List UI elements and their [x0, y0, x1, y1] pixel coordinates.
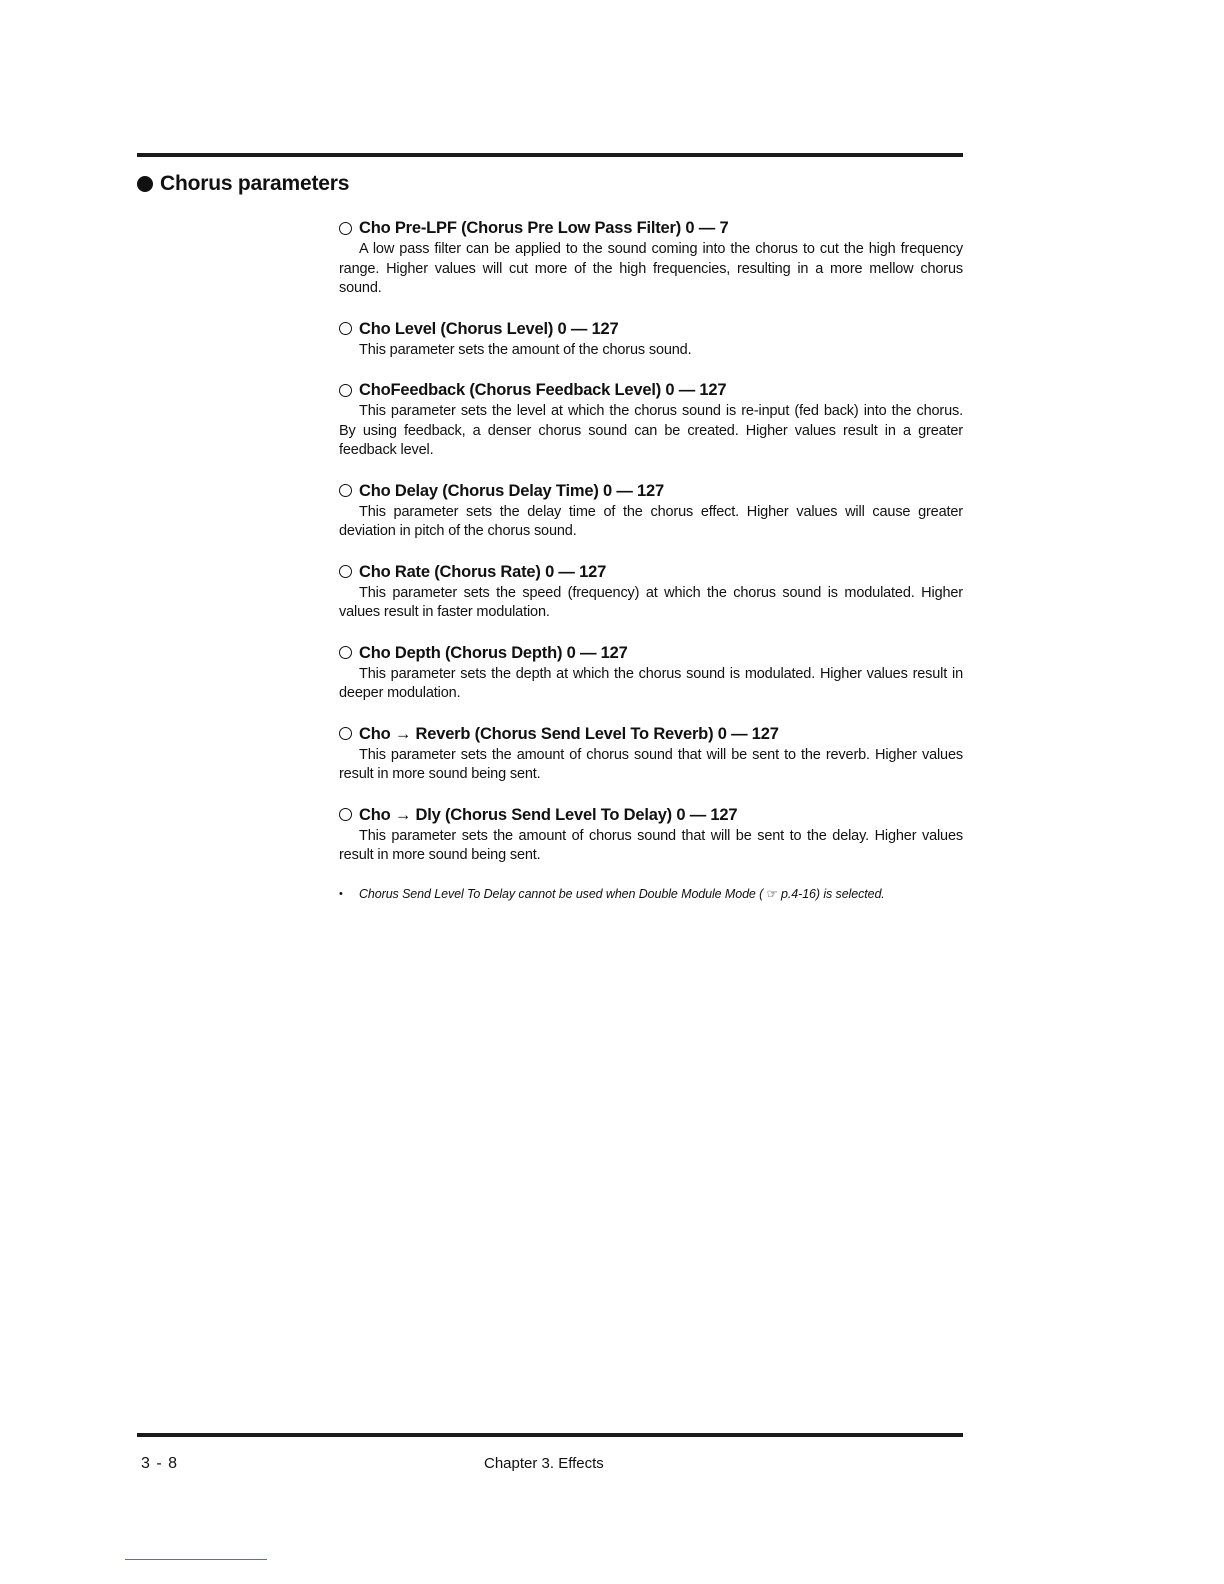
param-description: This parameter sets the amount of chorus sound that will be sent to the reverb. Higher values result in more sound being sent.	[339, 746, 963, 782]
param-item	[339, 217, 963, 299]
param-description: This parameter sets the delay time of the chorus effect. Higher values will cause greater deviation in pitch of the chorus sound.	[339, 503, 963, 539]
open-circle-bullet-icon	[339, 322, 352, 335]
param-title	[339, 642, 963, 664]
param-title-text: Cho Pre-LPF (Chorus Pre Low Pass Filter) 0 — 7	[359, 219, 729, 237]
param-description: This parameter sets the speed (frequency) at which the chorus sound is modulated. Higher values result in faster modulation.	[339, 584, 963, 620]
open-circle-bullet-icon	[339, 384, 352, 397]
param-title-text: Cho Rate (Chorus Rate) 0 — 127	[359, 562, 607, 581]
param-title-text: ChoFeedback (Chorus Feedback Level) 0 — 127	[359, 381, 727, 399]
param-title	[339, 318, 963, 340]
open-circle-bullet-icon	[339, 484, 352, 497]
open-circle-bullet-icon	[339, 565, 352, 578]
param-item	[339, 318, 963, 361]
param-title-text: Cho → Reverb (Chorus Send Level To Reverb) 0 — 127	[359, 724, 779, 743]
param-description: This parameter sets the amount of the chorus sound.	[359, 341, 692, 358]
param-title	[339, 480, 963, 502]
param-description: A low pass filter can be applied to the sound coming into the chorus to cut the high frequency range. Higher values will cut more of the high frequencies, resulting in a more mellow chorus sound.	[339, 241, 963, 296]
param-item	[339, 379, 963, 461]
param-title	[339, 561, 963, 583]
param-description: This parameter sets the amount of chorus sound that will be sent to the delay. Higher values result in more sound being sent.	[339, 827, 963, 863]
bottom-divider	[125, 1559, 267, 1560]
open-circle-bullet-icon	[339, 222, 352, 235]
note-text: Chorus Send Level To Delay cannot be used when Double Module Mode ( ☞ p.4-16) is selected.	[359, 886, 885, 901]
filled-circle-bullet-icon	[137, 176, 153, 192]
bottom-rule	[137, 1433, 963, 1437]
open-circle-bullet-icon	[339, 808, 352, 821]
param-title-text: Cho Delay (Chorus Delay Time) 0 — 127	[359, 481, 664, 500]
param-description: This parameter sets the level at which the chorus sound is re-input (fed back) into the chorus. By using feedback, a denser chorus sound can be created. Higher values result in a greater feedback level.	[339, 403, 963, 458]
param-item	[339, 561, 963, 623]
param-item	[339, 480, 963, 542]
param-item	[339, 723, 963, 785]
note	[339, 885, 963, 904]
param-item	[339, 642, 963, 704]
param-title	[339, 804, 963, 826]
param-description: This parameter sets the depth at which the chorus sound is modulated. Higher values result in deeper modulation.	[339, 665, 963, 701]
parameter-list	[339, 217, 963, 904]
param-title-text: Cho Depth (Chorus Depth) 0 — 127	[359, 643, 628, 662]
param-item	[339, 804, 963, 866]
section-title: Chorus parameters	[160, 172, 350, 195]
section-heading	[137, 172, 349, 196]
param-title-text: Cho Level (Chorus Level) 0 — 127	[359, 319, 619, 338]
open-circle-bullet-icon	[339, 646, 352, 659]
page-number: 3 - 8	[141, 1455, 179, 1472]
open-circle-bullet-icon	[339, 727, 352, 740]
param-title-text: Cho → Dly (Chorus Send Level To Delay) 0 — 127	[359, 805, 738, 824]
top-rule	[137, 153, 963, 157]
param-title	[339, 723, 963, 745]
param-title	[339, 379, 963, 401]
note-bullet: •	[339, 887, 343, 900]
chapter-title: Chapter 3. Effects	[484, 1455, 604, 1472]
param-title	[339, 217, 963, 239]
